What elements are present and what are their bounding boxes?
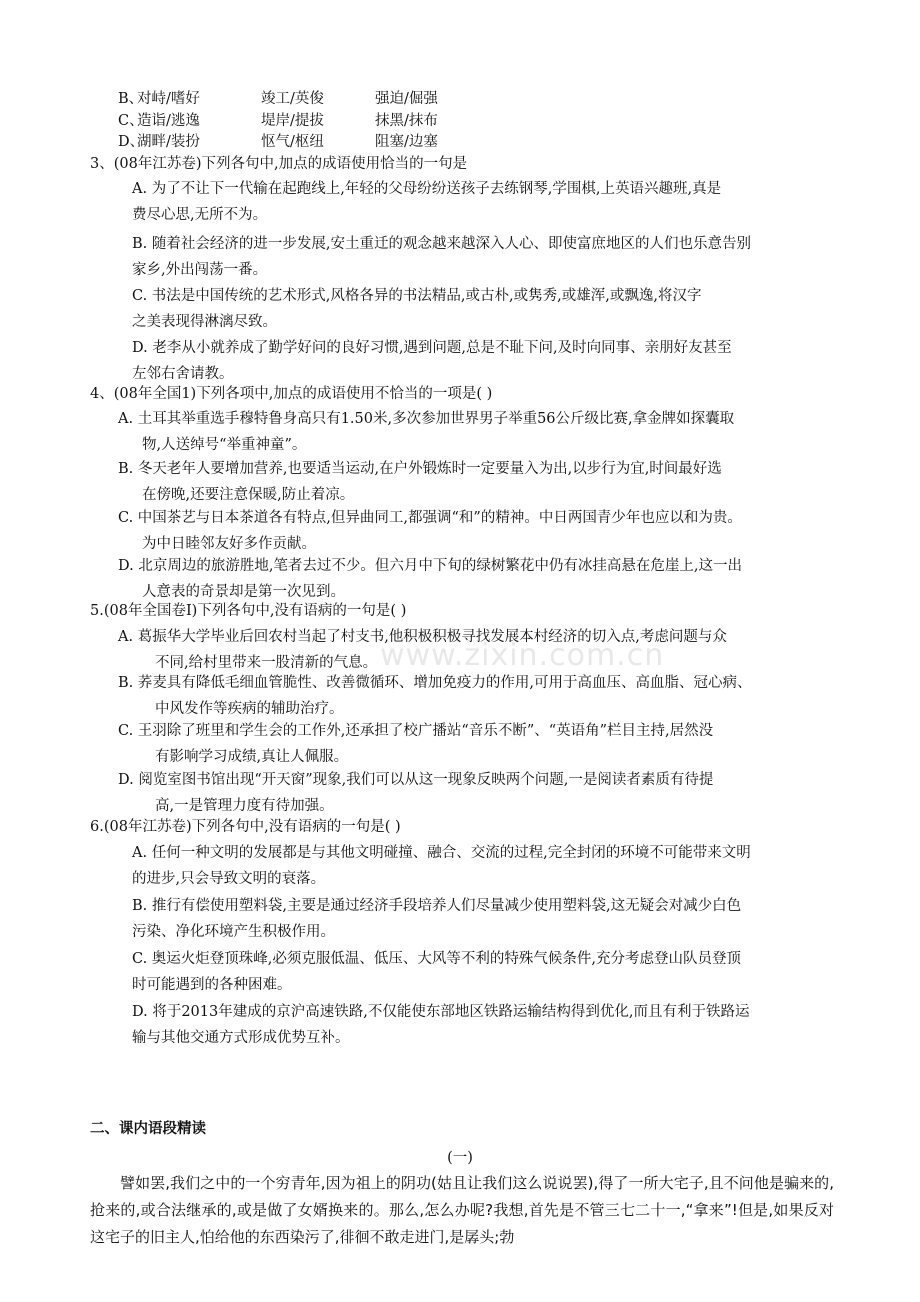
question-4-option-c xyxy=(118,505,834,557)
option-line: B. 推行有偿使用塑料袋,主要是通过经济手段培养人们尽量减少使用塑料袋,这无疑会对减少白色 xyxy=(132,898,742,914)
question-3-option-a xyxy=(132,176,832,228)
section-title: 二、课内语段精读 xyxy=(90,1120,206,1137)
question-4-option-a xyxy=(118,406,834,458)
question-4-option-d xyxy=(118,553,834,605)
option-line: A. 葛振华大学毕业后回农村当起了村支书,他积极积极寻找发展本村经济的切入点,考虑问题与众 xyxy=(118,629,727,645)
question-6-option-b xyxy=(132,893,832,945)
question-5-option-c xyxy=(118,718,834,770)
option-line: 不同,给村里带来一股清新的气息。 xyxy=(155,655,378,671)
option-line: 的进步,只会导致文明的衰落。 xyxy=(132,871,326,887)
question-6-option-d xyxy=(132,999,832,1051)
option-line: D. 北京周边的旅游胜地,笔者去过不少。但六月中下旬的绿树繁花中仍有冰挂高悬在危崖上,这一出 xyxy=(118,558,743,574)
option-line: D. 阅览室图书馆出现“开天窗”现象,我们可以从这一现象反映两个问题,一是阅读者素质有待提 xyxy=(118,772,714,788)
option-line: C. 王羽除了班里和学生会的工作外,还承担了校广播站“音乐不断”、“英语角”栏目主持,居然没 xyxy=(118,723,714,739)
option-line: B. 随着社会经济的进一步发展,安土重迁的观念越来越深入人心、即使富庶地区的人们也乐意告别 xyxy=(132,236,751,252)
option-line: C. 奥运火炬登顶珠峰,必须克服低温、低压、大风等不利的特殊气候条件,充分考虑登山队员登顶 xyxy=(132,951,742,967)
option-label: C、 xyxy=(118,113,144,129)
option-line: 左邻右舍请教。 xyxy=(132,366,234,382)
subsection-number: (一) xyxy=(447,1150,473,1166)
question-3-option-b xyxy=(132,231,832,283)
question-5-option-b xyxy=(118,670,834,722)
option-line: B. 荞麦具有降低毛细血管脆性、改善微循环、增加免疫力的作用,可用于高血压、高血脂、冠心病、 xyxy=(118,675,752,691)
option-label: B、 xyxy=(118,91,144,107)
word-pair: 怄气/枢纽 xyxy=(261,134,324,150)
option-line: D. 将于2013年建成的京沪高速铁路,不仅能使东部地区铁路运输结构得到优化,而且有利于铁路运 xyxy=(132,1004,750,1020)
option-line: 高,一是管理力度有待加强。 xyxy=(155,798,334,814)
word-pair: 阻塞/边塞 xyxy=(375,134,438,150)
option-line: 中风发作等疾病的辅助治疗。 xyxy=(155,701,344,717)
option-line: A. 土耳其举重选手穆特鲁身高只有1.50米,多次参加世界男子举重56公斤级比赛,拿金牌如探囊取 xyxy=(118,411,735,427)
option-line: C. 中国茶艺与日本茶道各有特点,但异曲同工,都强调“和”的精神。中日两国青少年也应以和为贵。 xyxy=(118,510,742,526)
option-line: 物,人送绰号“举重神童”。 xyxy=(142,437,307,453)
question-5-option-d xyxy=(118,767,834,819)
watermark-text: www.zixin.com.cn xyxy=(380,638,665,673)
word-pair: 堤岸/提拔 xyxy=(261,113,324,129)
option-line: 家乡,外出闯荡一番。 xyxy=(132,262,268,278)
question-4-option-b xyxy=(118,456,834,508)
question-6-option-a xyxy=(132,840,832,892)
option-line: 输与其他交通方式形成优势互补。 xyxy=(132,1030,350,1046)
question-3-option-d xyxy=(132,335,832,387)
option-line: 有影响学习成绩,真让人佩服。 xyxy=(155,749,349,765)
question-3-stem: 3、(08年江苏卷)下列各句中,加点的成语使用恰当的一句是 xyxy=(90,156,468,172)
option-line: B. 冬天老年人要增加营养,也要适当运动,在户外锻炼时一定要量入为出,以步行为宜,时间最好选 xyxy=(118,461,722,477)
option-line: 之美表现得淋漓尽致。 xyxy=(132,314,277,330)
option-label: D、 xyxy=(118,134,145,150)
option-line: 在傍晚,还要注意保暖,防止着凉。 xyxy=(142,487,355,503)
word-pair: 强迫/倔强 xyxy=(375,91,438,107)
word-pair: 造诣/逃逸 xyxy=(137,113,200,129)
question-6-option-c xyxy=(132,946,832,998)
question-4-stem: 4、(08年全国1)下列各项中,加点的成语使用不恰当的一项是( ) xyxy=(90,386,493,402)
word-pair: 抹黑/抹布 xyxy=(375,113,438,129)
option-line: 人意表的奇景却是第一次见到。 xyxy=(142,584,345,600)
option-line: 污染、净化环境产生积极作用。 xyxy=(132,924,335,940)
word-pair: 竣工/英俊 xyxy=(261,91,324,107)
question-3-option-c xyxy=(132,283,832,335)
option-line: 为中日睦邻友好多作贡献。 xyxy=(142,536,316,552)
word-pair: 湖畔/装扮 xyxy=(137,134,200,150)
question-6-stem: 6.(08年江苏卷)下列各句中,没有语病的一句是( ) xyxy=(90,819,401,835)
option-line: 费尽心思,无所不为。 xyxy=(132,207,268,223)
reading-paragraph: 譬如罢,我们之中的一个穷青年,因为祖上的阴功(姑且让我们这么说说罢),得了一所大宅子,且不问他是骗来的,抢来的,或合法继承的,或是做了女婿换来的。那么,怎么办呢?我想,首先是不管三七二十一,“拿来”!但是,如果反对这宅子的旧主人,怕给他的东西染污了,徘徊不敢走进门,是孱头;勃 xyxy=(90,1174,834,1246)
option-line: 时可能遇到的各种困难。 xyxy=(132,977,292,993)
option-line: D. 老李从小就养成了勤学好问的良好习惯,遇到问题,总是不耻下问,及时向同事、亲朋好友甚至 xyxy=(132,340,732,356)
option-line: A. 为了不让下一代输在起跑线上,年轻的父母纷纷送孩子去练钢琴,学围棋,上英语兴趣班,真是 xyxy=(132,181,722,197)
question-5-stem: 5.(08年全国卷Ⅰ)下列各句中,没有语病的一句是( ) xyxy=(90,603,407,619)
word-pair: 对峙/嗜好 xyxy=(137,91,200,107)
option-line: A. 任何一种文明的发展都是与其他文明碰撞、融合、交流的过程,完全封闭的环境不可能带来文明 xyxy=(132,845,751,861)
option-line: C. 书法是中国传统的艺术形式,风格各异的书法精品,或古朴,或隽秀,或雄浑,或飘逸,将汉字 xyxy=(132,288,702,304)
